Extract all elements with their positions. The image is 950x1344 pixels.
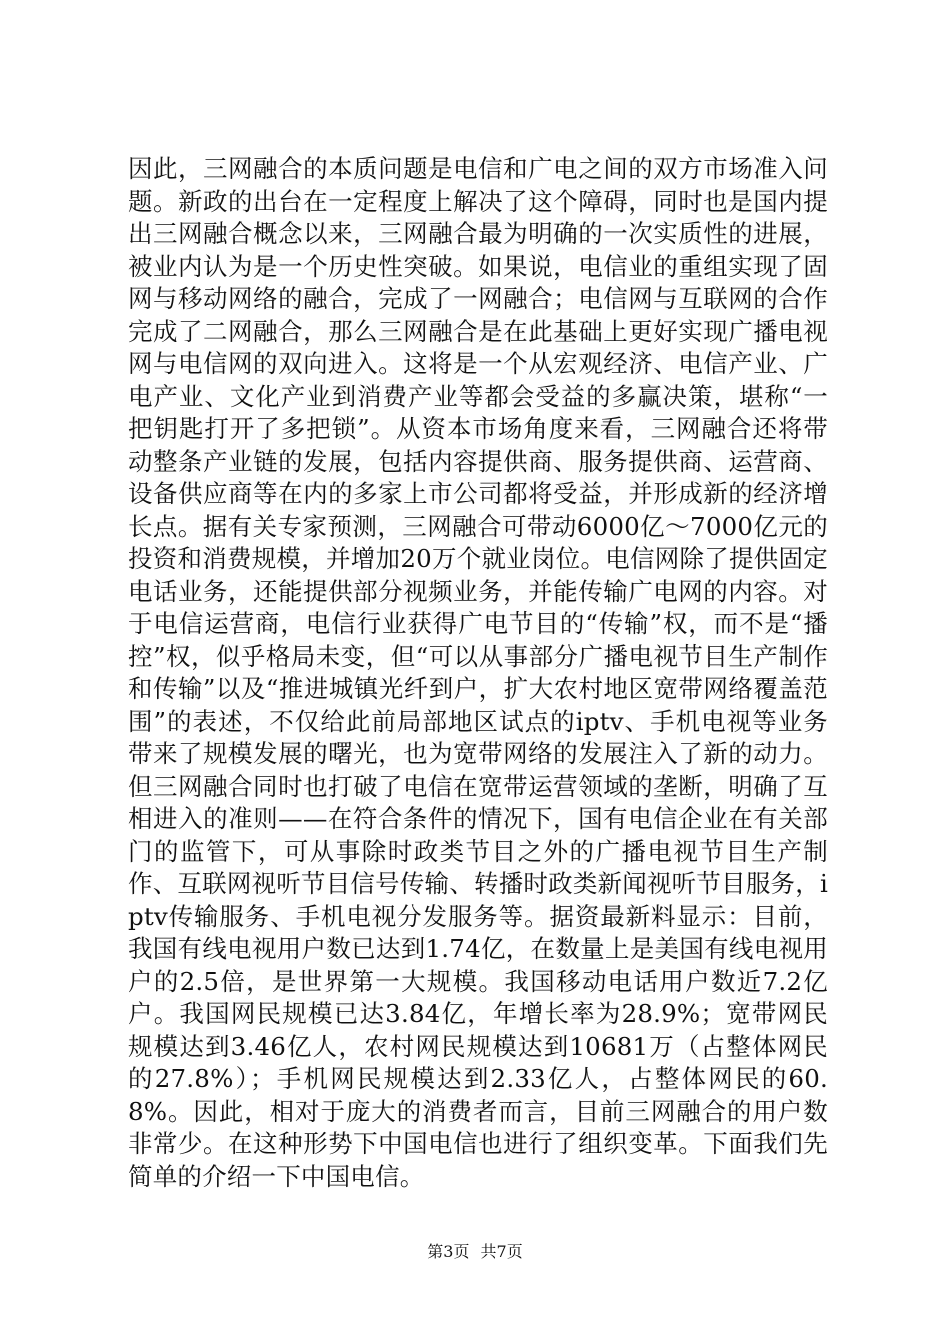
page-footer bbox=[0, 1242, 950, 1262]
page-number: 第3页 bbox=[427, 1242, 470, 1261]
page-total: 共7页 bbox=[480, 1242, 523, 1261]
body-paragraph: 因此，三网融合的本质问题是电信和广电之间的双方市场准入问题。新政的出台在一定程度上解决了这个障碍，同时也是国内提出三网融合概念以来，三网融合最为明确的一次实质性的进展，被业内认为是一个历史性突破。如果说，电信业的重组实现了固网与移动网络的融合，完成了一网融合；电信网与互联网的合作完成了二网融合，那么三网融合是在此基础上更好实现广播电视网与电信网的双向进入。这将是一个从宏观经济、电信产业、广电产业、文化产业到消费产业等都会受益的多赢决策，堪称“一把钥匙打开了多把锁”。从资本市场角度来看，三网融合还将带动整条产业链的发展，包括内容提供商、服务提供商、运营商、设备供应商等在内的多家上市公司都将受益，并形成新的经济增长点。据有关专家预测，三网融合可带动6000亿～7000亿元的投资和消费规模，并增加20万个就业岗位。电信网除了提供固定电话业务，还能提供部分视频业务，并能传输广电网的内容。对于电信运营商，电信行业获得广电节目的“传输”权，而不是“播控”权，似乎格局未变，但“可以从事部分广播电视节目生产制作和传输”以及“推进城镇光纤到户，扩大农村地区宽带网络覆盖范围”的表述，不仅给此前局部地区试点的iptv、手机电视等业务带来了规模发展的曙光，也为宽带网络的发展注入了新的动力。但三网融合同时也打破了电信在宽带运营领域的垄断，明确了互相进入的准则——在符合条件的情况下，国有电信企业在有关部门的监管下，可从事除时政类节目之外的广播电视节目生产制作、互联网视听节目信号传输、转播时政类新闻视听节目服务，iptv传输服务、手机电视分发服务等。据资最新料显示：目前，我国有线电视用户数已达到1.74亿，在数量上是美国有线电视用户的2.5倍，是世界第一大规模。我国移动电话用户数近7.2亿户。我国网民规模已达3.84亿，年增长率为28.9%；宽带网民规模达到3.46亿人，农村网民规模达到10681万（占整体网民的27.8%）；手机网民规模达到2.33亿人，占整体网民的60.8%。因此，相对于庞大的消费者而言，目前三网融合的用户数非常少。在这种形势下中国电信也进行了组织变革。下面我们先简单的介绍一下中国电信。 bbox=[128, 154, 828, 1191]
